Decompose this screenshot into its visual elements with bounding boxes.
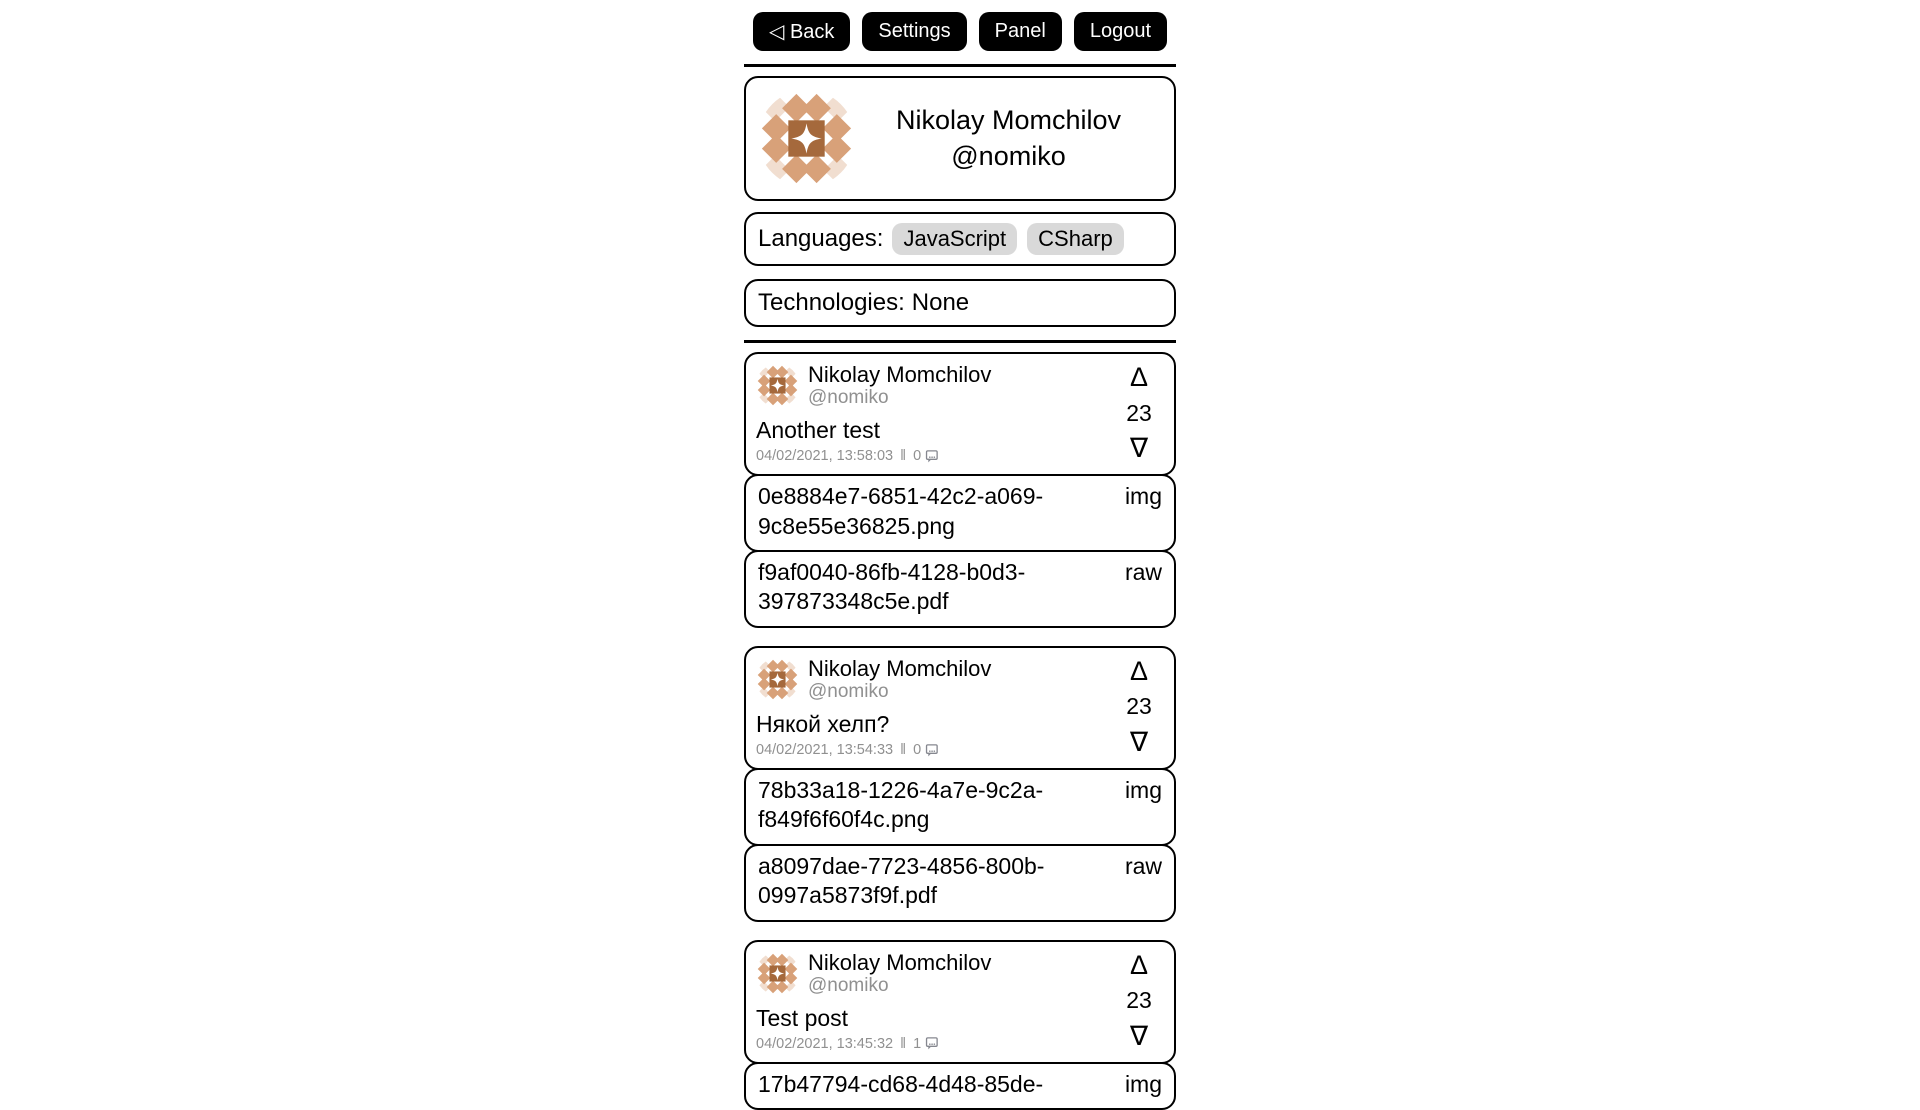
post-author-handle: @nomiko: [808, 387, 889, 409]
comment-count: 1: [913, 1035, 922, 1052]
language-chip: CSharp: [1027, 223, 1124, 255]
logout-button[interactable]: Logout: [1074, 12, 1167, 51]
post-author-handle: @nomiko: [808, 975, 889, 997]
vote-count: 23: [1126, 399, 1152, 426]
post-author-name: Nikolay Momchilov: [808, 949, 992, 975]
attachment-type-badge: img: [1124, 483, 1162, 510]
back-button[interactable]: ◁ Back: [753, 12, 850, 51]
post-timestamp: 04/02/2021, 13:45:32: [756, 1035, 894, 1052]
comment-bubble-icon: [924, 1036, 939, 1051]
languages-chips: [892, 223, 1123, 255]
attachment-type-badge: raw: [1124, 852, 1162, 879]
vote-count: 23: [1126, 693, 1152, 720]
vote-count: 23: [1126, 987, 1152, 1014]
languages-label: Languages:: [758, 225, 884, 252]
attachment-row[interactable]: [744, 1062, 1176, 1110]
post-author-avatar: [756, 364, 799, 407]
upvote-button[interactable]: Δ: [1129, 655, 1149, 686]
post-author-name: Nikolay Momchilov: [808, 655, 992, 681]
identicon-avatar: [756, 658, 799, 701]
profile-avatar: [758, 90, 855, 187]
attachment-type-badge: img: [1124, 1070, 1162, 1097]
settings-button[interactable]: Settings: [862, 12, 966, 51]
profile-page: [744, 0, 1176, 1110]
attachments: [744, 474, 1176, 628]
downvote-button[interactable]: ∇: [1129, 433, 1149, 464]
post-timestamp: 04/02/2021, 13:54:33: [756, 742, 894, 759]
attachment-row[interactable]: [744, 844, 1176, 922]
comment-count: 0: [913, 448, 922, 465]
post-title: Test post: [756, 1004, 849, 1031]
post-title: Някой хелп?: [756, 711, 890, 738]
top-divider: [744, 64, 1176, 67]
post-header[interactable]: [744, 352, 1176, 476]
attachment-row[interactable]: [744, 474, 1176, 552]
vote-column: [1118, 362, 1164, 464]
post-header[interactable]: [744, 646, 1176, 770]
identicon-avatar: [756, 952, 799, 995]
meta-separator: ‖: [900, 448, 907, 465]
post-card: [744, 352, 1176, 628]
post-author-handle: @nomiko: [808, 681, 889, 703]
post-author-name: Nikolay Momchilov: [808, 362, 992, 387]
post-timestamp: 04/02/2021, 13:58:03: [756, 448, 894, 465]
comment-bubble-icon: [924, 743, 939, 758]
meta-separator: ‖: [900, 1035, 907, 1052]
toolbar: [744, 12, 1176, 51]
comment-bubble-icon: [924, 449, 939, 464]
meta-separator: ‖: [900, 742, 907, 759]
attachments: [744, 1062, 1176, 1110]
post-author-avatar: [756, 952, 799, 995]
identicon-avatar: [756, 364, 799, 407]
panel-button[interactable]: Panel: [979, 12, 1062, 51]
attachment-filename: 17b47794-cd68-4d48-85de-: [758, 1070, 1044, 1097]
identicon-avatar: [758, 90, 855, 187]
profile-handle: @nomiko: [951, 140, 1066, 171]
languages-card: [744, 212, 1176, 266]
post-author-avatar: [756, 658, 799, 701]
post-card: [744, 646, 1176, 922]
attachment-row[interactable]: [744, 768, 1176, 846]
post-card: [744, 940, 1176, 1110]
attachment-filename: f9af0040-86fb-4128-b0d3-397873348c5e.pdf: [758, 559, 1026, 615]
post-feed: [744, 352, 1176, 1110]
post-header[interactable]: [744, 940, 1176, 1064]
profile-card: [744, 76, 1176, 201]
attachment-filename: 78b33a18-1226-4a7e-9c2a-f849f6f60f4c.png: [758, 777, 1044, 833]
profile-name: Nikolay Momchilov: [895, 105, 1122, 136]
comment-count: 0: [913, 742, 922, 759]
vote-column: [1118, 656, 1164, 758]
vote-column: [1118, 950, 1164, 1052]
downvote-button[interactable]: ∇: [1129, 727, 1149, 758]
upvote-button[interactable]: Δ: [1129, 949, 1149, 980]
post-title: Another test: [756, 417, 881, 444]
technologies-value: None: [911, 289, 970, 316]
attachment-row[interactable]: [744, 550, 1176, 628]
attachment-type-badge: raw: [1124, 559, 1162, 586]
feed-divider: [744, 340, 1176, 343]
technologies-card: [744, 279, 1176, 327]
attachments: [744, 768, 1176, 922]
attachment-filename: a8097dae-7723-4856-800b-0997a5873f9f.pdf: [758, 852, 1045, 909]
attachment-type-badge: img: [1124, 777, 1162, 804]
technologies-label: Technologies:: [758, 289, 905, 316]
language-chip: JavaScript: [892, 223, 1017, 255]
attachment-filename: 0e8884e7-6851-42c2-a069-9c8e55e36825.png: [758, 483, 1044, 539]
upvote-button[interactable]: Δ: [1129, 362, 1149, 392]
downvote-button[interactable]: ∇: [1129, 1020, 1149, 1051]
